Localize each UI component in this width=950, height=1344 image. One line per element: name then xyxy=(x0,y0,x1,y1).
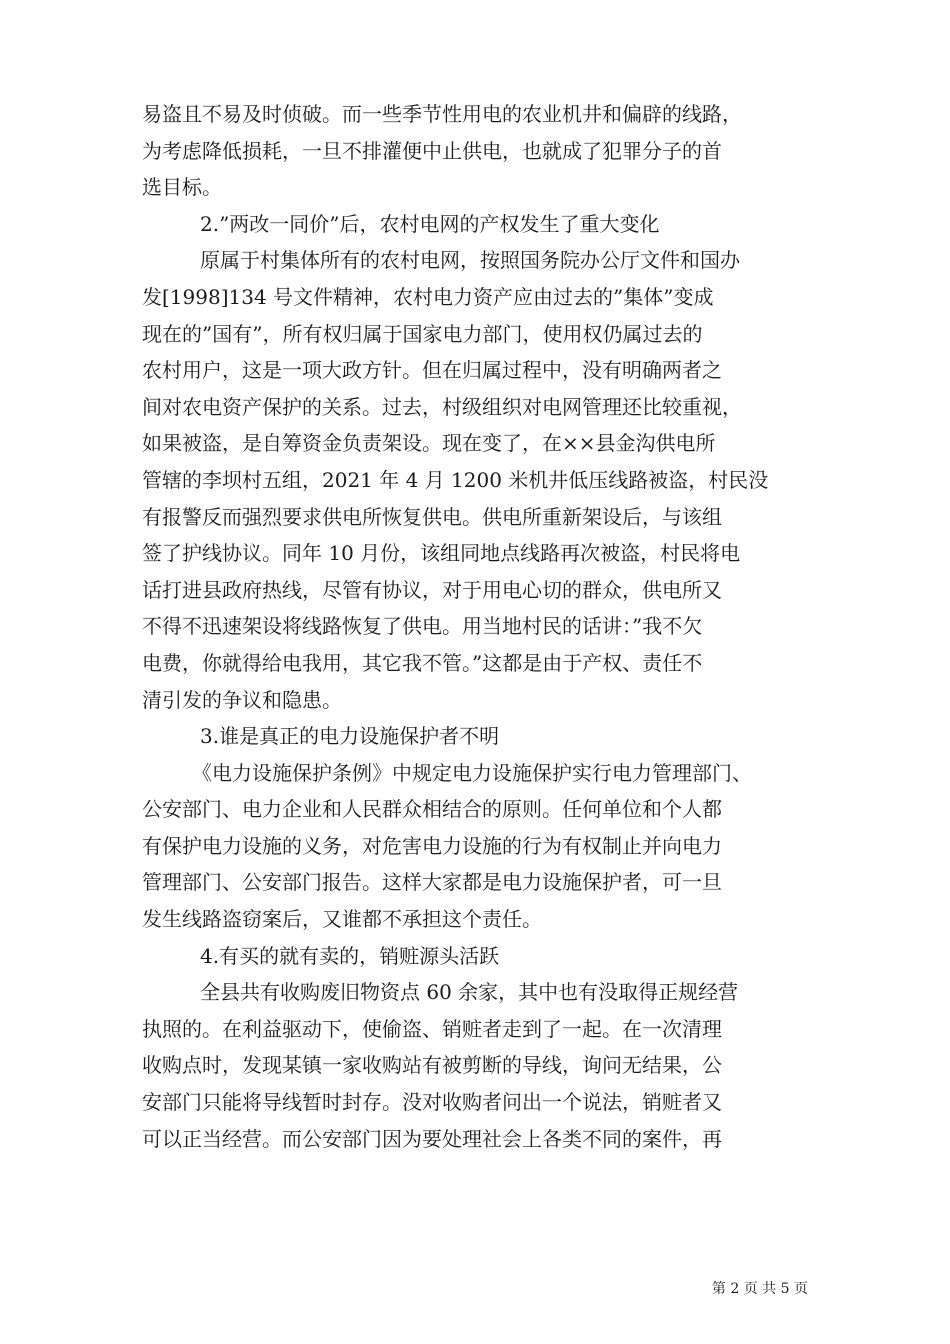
text-line: 2.”两改一同价”后，农村电网的产权发生了重大变化 xyxy=(200,211,660,236)
text-line: 全县共有收购废旧物资点 60 余家，其中也有没取得正规经营 xyxy=(200,980,739,1005)
text-line: 管理部门、公安部门报告。这样大家都是电力设施保护者，可一旦 xyxy=(142,870,722,895)
text-line: 选目标。 xyxy=(142,175,222,200)
text-line: 发生线路盗窃案后，又谁都不承担这个责任。 xyxy=(142,907,542,932)
text-line: 3.谁是真正的电力设施保护者不明 xyxy=(200,724,500,749)
text-line: 清引发的争议和隐患。 xyxy=(142,687,342,712)
text-line: 电费，你就得给电我用，其它我不管。”这都是由于产权、责任不 xyxy=(142,650,703,675)
text-line: 安部门只能将导线暂时封存。没对收购者问出一个说法，销赃者又 xyxy=(142,1090,722,1115)
text-line: 原属于村集体所有的农村电网，按照国务院办公厅文件和国办 xyxy=(200,248,740,273)
text-line: 收购点时，发现某镇一家收购站有被剪断的导线，询问无结果，公 xyxy=(142,1053,722,1078)
text-line: 公安部门、电力企业和人民群众相结合的原则。任何单位和个人都 xyxy=(142,797,722,822)
text-line: 发[1998]134 号文件精神，农村电力资产应由过去的”集体”变成 xyxy=(142,284,714,309)
text-line: 如果被盗，是自筹资金负责架设。现在变了，在××县金沟供电所 xyxy=(142,431,716,456)
page-number-footer: 第 2 页 共 5 页 xyxy=(711,1281,808,1297)
text-line: 为考虑降低损耗，一旦不排灌便中止供电，也就成了犯罪分子的首 xyxy=(142,138,722,163)
text-line: 易盗且不易及时侦破。而一些季节性用电的农业机井和偏辟的线路， xyxy=(142,102,742,126)
text-line: 农村用户，这是一项大政方针。但在归属过程中，没有明确两者之 xyxy=(142,358,722,383)
text-line: 《电力设施保护条例》中规定电力设施保护实行电力管理部门、 xyxy=(192,760,752,785)
text-line: 现在的”国有”，所有权归属于国家电力部门，使用权仍属过去的 xyxy=(142,321,703,346)
text-line: 签了护线协议。同年 10 月份，该组同地点线路再次被盗，村民将电 xyxy=(142,541,741,566)
text-line: 管辖的李坝村五组，2021 年 4 月 1200 米机井低压线路被盗，村民没 xyxy=(142,467,769,492)
text-line: 有保护电力设施的义务，对危害电力设施的行为有权制止并向电力 xyxy=(142,833,722,858)
document-body xyxy=(142,96,812,1157)
text-line: 有报警反而强烈要求供电所恢复供电。供电所重新架设后，与该组 xyxy=(142,504,722,529)
text-line: 4.有买的就有卖的，销赃源头活跃 xyxy=(200,943,500,968)
text-line: 执照的。在利益驱动下，使偷盗、销赃者走到了一起。在一次清理 xyxy=(142,1016,722,1041)
text-line: 间对农电资产保护的关系。过去，村级组织对电网管理还比较重视， xyxy=(142,394,742,419)
text-line: 可以正当经营。而公安部门因为要处理社会上各类不同的案件，再 xyxy=(142,1126,722,1151)
text-line: 不得不迅速架设将线路恢复了供电。用当地村民的话讲：”我不欠 xyxy=(142,614,703,639)
text-line: 话打进县政府热线，尽管有协议，对于用电心切的群众，供电所又 xyxy=(142,577,722,602)
